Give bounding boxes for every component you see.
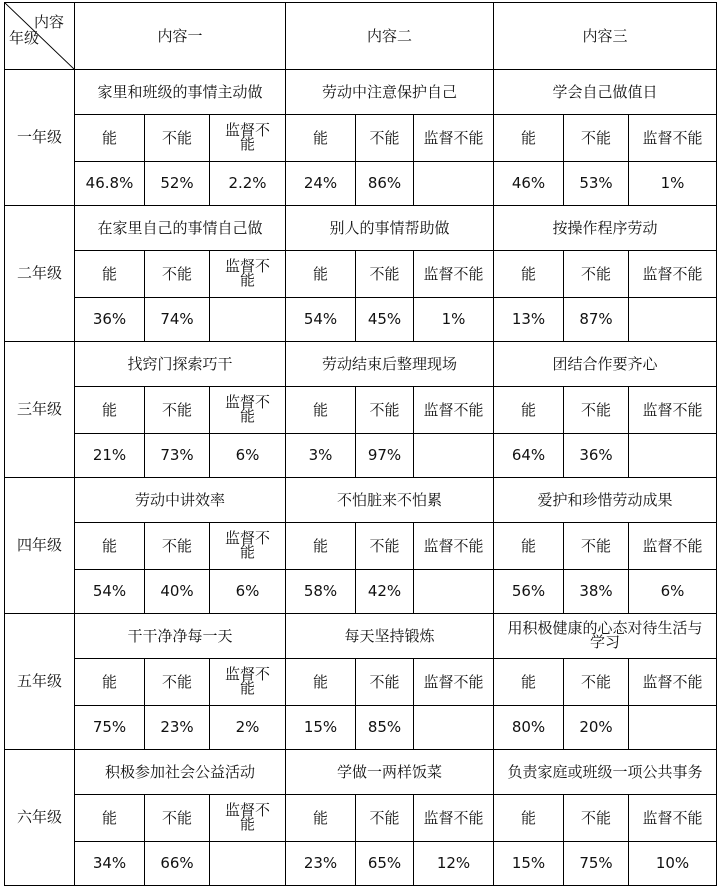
option-label: 能: [494, 387, 564, 434]
value-cell: 46.8%: [75, 162, 145, 206]
value-cell: 6%: [210, 434, 286, 478]
value-cell: 6%: [629, 570, 717, 614]
option-label: 不能: [145, 115, 210, 162]
topic-row: [5, 342, 717, 387]
topic-row: [5, 614, 717, 659]
value-cell: 46%: [494, 162, 564, 206]
value-cell: [629, 298, 717, 342]
option-label: 监督不能: [414, 659, 494, 706]
value-cell: 65%: [356, 842, 414, 886]
option-label: 不能: [356, 387, 414, 434]
option-label: 能: [75, 659, 145, 706]
option-label: 监督不能: [414, 115, 494, 162]
topic-cell: 干干净净每一天: [75, 614, 286, 659]
value-cell: [210, 298, 286, 342]
option-row: [5, 251, 717, 298]
value-cell: 15%: [286, 706, 356, 750]
header-row: [5, 3, 717, 70]
value-cell: 42%: [356, 570, 414, 614]
grade-label: 五年级: [5, 614, 75, 750]
column-header-1: 内容一: [75, 3, 286, 70]
column-header-2: 内容二: [286, 3, 494, 70]
option-label: [210, 251, 286, 298]
topic-cell: 别人的事情帮助做: [286, 206, 494, 251]
value-cell: 73%: [145, 434, 210, 478]
value-cell: 3%: [286, 434, 356, 478]
value-cell: 12%: [414, 842, 494, 886]
value-cell: 74%: [145, 298, 210, 342]
value-cell: 87%: [564, 298, 629, 342]
topic-cell: 劳动中注意保护自己: [286, 70, 494, 115]
option-label: [210, 387, 286, 434]
value-cell: 75%: [564, 842, 629, 886]
column-header-3: 内容三: [494, 3, 717, 70]
value-cell: 80%: [494, 706, 564, 750]
topic-cell: 学做一两样饭菜: [286, 750, 494, 795]
topic-cell: [494, 750, 717, 795]
option-label: 不能: [564, 251, 629, 298]
option-label: [210, 115, 286, 162]
value-cell: 24%: [286, 162, 356, 206]
value-cell: 2.2%: [210, 162, 286, 206]
value-cell: [414, 434, 494, 478]
option-label: 能: [75, 795, 145, 842]
value-cell: 2%: [210, 706, 286, 750]
option-label: 不能: [564, 115, 629, 162]
option-label: 监督不能: [414, 251, 494, 298]
value-cell: 23%: [145, 706, 210, 750]
option-label: [210, 523, 286, 570]
topic-row: [5, 750, 717, 795]
value-cell: 52%: [145, 162, 210, 206]
value-cell: 66%: [145, 842, 210, 886]
option-label: 能: [286, 387, 356, 434]
topic-row: [5, 70, 717, 115]
option-label: 能: [286, 251, 356, 298]
topic-cell: 学会自己做值日: [494, 70, 717, 115]
option-label: 能: [75, 251, 145, 298]
corner-cell: [5, 3, 75, 70]
option-row: [5, 387, 717, 434]
option-label: 不能: [356, 115, 414, 162]
topic-cell: 每天坚持锻炼: [286, 614, 494, 659]
topic-cell: 积极参加社会公益活动: [75, 750, 286, 795]
option-label: 监督不能: [629, 387, 717, 434]
option-label: 不能: [145, 659, 210, 706]
value-row: [5, 706, 717, 750]
option-text: 监督不能: [224, 665, 270, 697]
value-cell: [414, 162, 494, 206]
grade-label: 四年级: [5, 478, 75, 614]
option-text: 监督不能: [224, 257, 270, 289]
topic-row: [5, 206, 717, 251]
option-row: [5, 659, 717, 706]
topic-cell: 按操作程序劳动: [494, 206, 717, 251]
value-cell: 1%: [414, 298, 494, 342]
value-cell: 64%: [494, 434, 564, 478]
value-cell: [414, 706, 494, 750]
value-row: [5, 570, 717, 614]
option-label: 不能: [564, 795, 629, 842]
option-label: 不能: [356, 659, 414, 706]
value-cell: 20%: [564, 706, 629, 750]
value-cell: [414, 570, 494, 614]
topic-cell: 家里和班级的事情主动做: [75, 70, 286, 115]
value-cell: 23%: [286, 842, 356, 886]
value-cell: 54%: [75, 570, 145, 614]
grade-label: 六年级: [5, 750, 75, 886]
topic-cell: 在家里自己的事情自己做: [75, 206, 286, 251]
option-label: 不能: [145, 523, 210, 570]
option-text: 监督不能: [224, 529, 270, 561]
value-cell: 21%: [75, 434, 145, 478]
survey-table: [4, 2, 717, 886]
value-cell: [629, 434, 717, 478]
option-label: 监督不能: [414, 795, 494, 842]
topic-cell: 不怕脏来不怕累: [286, 478, 494, 523]
option-label: 监督不能: [629, 659, 717, 706]
value-cell: 86%: [356, 162, 414, 206]
option-label: 监督不能: [629, 251, 717, 298]
option-label: 能: [75, 387, 145, 434]
value-cell: 10%: [629, 842, 717, 886]
option-label: 能: [75, 115, 145, 162]
value-cell: 6%: [210, 570, 286, 614]
value-row: [5, 434, 717, 478]
option-label: 不能: [145, 251, 210, 298]
option-label: 不能: [356, 251, 414, 298]
option-label: 不能: [145, 795, 210, 842]
topic-text: 负责家庭或班级一项公共事务: [507, 762, 703, 781]
corner-label-content: 内容: [33, 13, 64, 31]
value-cell: 56%: [494, 570, 564, 614]
option-label: 监督不能: [414, 523, 494, 570]
topic-cell: 劳动结束后整理现场: [286, 342, 494, 387]
topic-cell: 爱护和珍惜劳动成果: [494, 478, 717, 523]
topic-row: [5, 478, 717, 523]
option-row: [5, 115, 717, 162]
option-label: 能: [286, 523, 356, 570]
value-cell: 40%: [145, 570, 210, 614]
value-cell: 58%: [286, 570, 356, 614]
option-row: [5, 523, 717, 570]
option-label: 能: [286, 659, 356, 706]
option-label: 不能: [145, 387, 210, 434]
value-cell: 15%: [494, 842, 564, 886]
option-label: 能: [494, 523, 564, 570]
value-row: [5, 162, 717, 206]
option-label: 不能: [564, 523, 629, 570]
value-cell: 1%: [629, 162, 717, 206]
option-label: 能: [494, 115, 564, 162]
grade-label: 一年级: [5, 70, 75, 206]
topic-text: 用积极健康的心态对待生活与学习: [507, 619, 703, 651]
value-cell: 13%: [494, 298, 564, 342]
option-label: 不能: [356, 795, 414, 842]
option-label: 能: [75, 523, 145, 570]
topic-cell: 团结合作要齐心: [494, 342, 717, 387]
option-label: 不能: [356, 523, 414, 570]
option-label: 监督不能: [629, 115, 717, 162]
option-label: 能: [494, 659, 564, 706]
option-label: 不能: [564, 387, 629, 434]
topic-cell: 找窍门探索巧干: [75, 342, 286, 387]
option-label: 能: [286, 795, 356, 842]
corner-label-grade: 年级: [9, 29, 40, 47]
option-label: [210, 795, 286, 842]
option-label: 监督不能: [629, 523, 717, 570]
value-cell: 54%: [286, 298, 356, 342]
value-cell: 34%: [75, 842, 145, 886]
value-cell: 53%: [564, 162, 629, 206]
value-cell: 97%: [356, 434, 414, 478]
option-text: 监督不能: [224, 801, 270, 833]
value-cell: 75%: [75, 706, 145, 750]
option-label: 能: [494, 251, 564, 298]
option-label: 能: [494, 795, 564, 842]
value-cell: [629, 706, 717, 750]
grade-label: 二年级: [5, 206, 75, 342]
option-label: 监督不能: [629, 795, 717, 842]
option-label: 不能: [564, 659, 629, 706]
option-text: 监督不能: [224, 393, 270, 425]
option-label: 监督不能: [414, 387, 494, 434]
topic-cell: [494, 614, 717, 659]
option-label: [210, 659, 286, 706]
option-label: 能: [286, 115, 356, 162]
option-text: 监督不能: [224, 121, 270, 153]
topic-cell: 劳动中讲效率: [75, 478, 286, 523]
value-row: [5, 298, 717, 342]
value-cell: 36%: [75, 298, 145, 342]
table-body: [5, 3, 717, 886]
value-cell: 85%: [356, 706, 414, 750]
value-cell: 38%: [564, 570, 629, 614]
value-cell: 45%: [356, 298, 414, 342]
value-cell: 36%: [564, 434, 629, 478]
option-row: [5, 795, 717, 842]
grade-label: 三年级: [5, 342, 75, 478]
